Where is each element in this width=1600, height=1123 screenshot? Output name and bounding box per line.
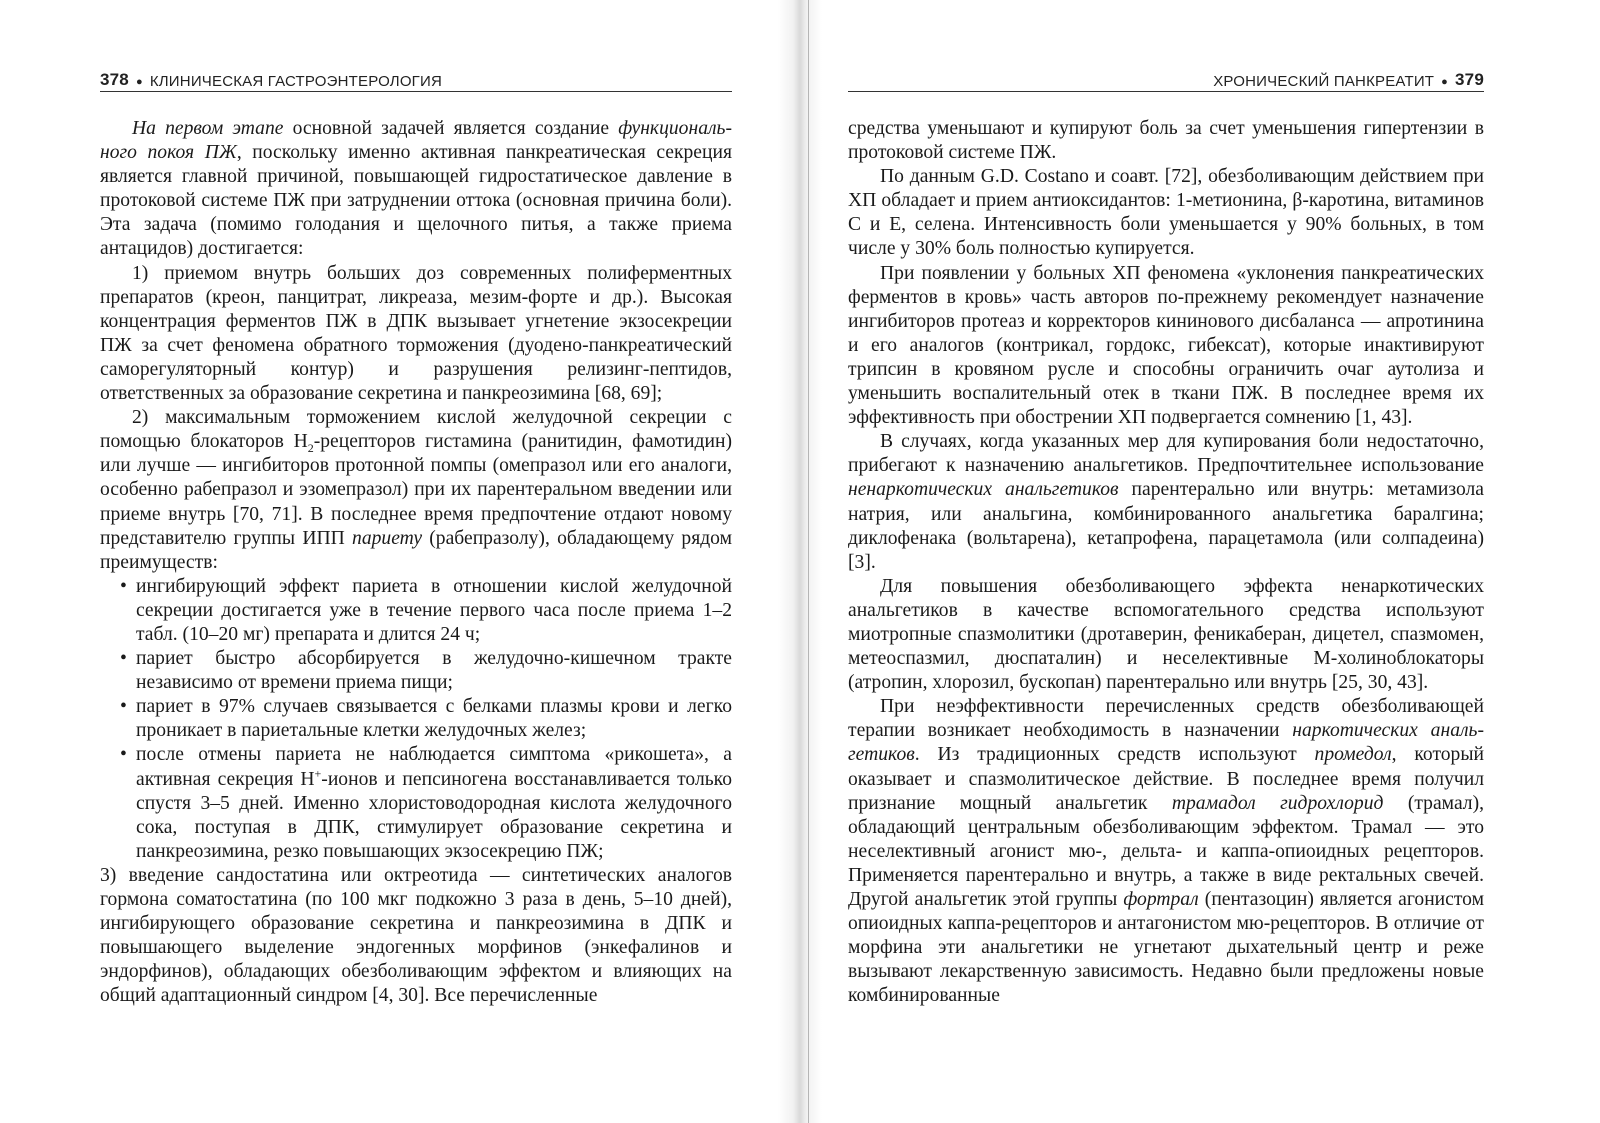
antioxidants-paragraph: По данным G.D. Costano и соавт. [72], обезболивающим действием при ХП обладает и прием антиоксидантов: 1-метионина, β-каротина, витаминов С и Е, селена. Интенсивность боли уменьшается у 90% больных, в том числе у 30% боль полностью купируется. xyxy=(848,166,1484,260)
right-running-header xyxy=(848,62,1484,90)
item2-emphasis: париету xyxy=(352,527,423,549)
right-header-rule xyxy=(848,91,1484,92)
intro-emphasis-1: На первом этапе xyxy=(132,118,284,139)
item2-text-a: 2) максимальным торможением кислой желудочной секреции с помощью блокаторов H xyxy=(100,407,732,453)
intro-emphasis-2: функционального покоя ПЖ xyxy=(100,118,732,164)
advantage-4-text-b: -ионов и пепсиногена восстанавливается только спустя 3–5 дней. Именно хлористоводородная кислота желудочного сока, поступая в ДПК, стимулирует образование секретина и панкреозимина, резко повышающих экзосекрецию ПЖ; xyxy=(136,768,732,862)
advantages-list xyxy=(100,575,732,864)
p5-text-d: (трамал), обладающий центральным обезболивающим эффектом. Трамал — это неселективный агонист мю-, дельта- и каппа-опиоидных рецепторов. Применяется парентерально и внутрь, а также в виде ректальных свечей. Другой анальгетик этой группы xyxy=(848,792,1485,910)
p5-emphasis-2: промедол xyxy=(1314,744,1392,766)
advantage-item-3: • париет в 97% случаев связывается с белками плазмы крови и легко проникает в париетальные клетки желудочных желез; xyxy=(118,695,732,743)
p5-emphasis-3: трамадол гидрохлорид xyxy=(1171,792,1384,814)
spasmolytics-paragraph: Для повышения обезболивающего эффекта ненаркотических анальгетиков в качестве вспомогательного средства используют миотропные спазмолитики (дротаверин, феникаберан, дицетел, спазмомен, метеоспазмил, дюспаталин) и неселективные М-холиноблокаторы (атропин, хлорозил, бускопан) парентерально или внутрь [25, 30, 43]. xyxy=(848,575,1484,694)
p5-text-b: . Из традиционных средств используют xyxy=(914,744,1315,766)
p3-text-b: парентерально или внутрь: метамизола натрия, или анальгина, комбинированного анальгетика баралгина; диклофенака (вольтарена), кетапрофена, парацетамола (или солпадеина) [3]. xyxy=(848,479,1484,573)
protease-inhibitors-paragraph: При появлении у больных ХП феномена «уклонения панкреатических ферментов в кровь» часть авторов по-прежнему рекомендует назначение ингибиторов протеаз и корректоров кининового дисбаланса — апротинина и его аналогов (контрикал, гордокс, гибексат), которые инактивируют трипсин в кровяном русле и способны ограничить очаг аутолиза и уменьшить воспалительный отек в ткани ПЖ. В последнее время их эффективность при обострении ХП подвергается сомнению [1, 43]. xyxy=(848,262,1484,429)
p3-text-a: В случаях, когда указанных мер для купирования боли недостаточно, прибегают к назначению анальгетиков. Предпочтительнее использование xyxy=(848,431,1484,477)
advantage-item-2: • париет быстро абсорбируется в желудочно-кишечном тракте независимо от времени приема пищи; xyxy=(118,647,732,695)
p5-text-e: (пентазоцин) является агонистом опиоидных каппа-рецепторов и антагонистом мю-рецепторов. В отличие от морфина эти анальгетики не угнетают дыхательный центр и реже вызывают лекарственную зависимость. Недавно были предложены новые комбинированные xyxy=(848,889,1484,1007)
left-header-rule xyxy=(100,91,732,92)
narcotic-analgesics-paragraph xyxy=(848,695,1484,1008)
list-item-3: 3) введение сандостатина или октреотида — синтетических аналогов гормона соматостатина (по 100 мкг подкожно 3 раза в день, 5–10 дней), ингибирующего образование секретина и панкреозимина в ДПК и повышающего выделение эндогенных морфинов (энкефалинов и эндорфинов), обладающих обезболивающим эффектом и влияющих на общий адаптационный синдром [4, 30]. Все перечисленные xyxy=(100,864,732,1007)
analgesics-paragraph xyxy=(848,430,1484,575)
right-body-text xyxy=(848,117,1484,1008)
list-item-2 xyxy=(100,406,732,575)
list-item-1: 1) приемом внутрь больших доз современных полиферментных препаратов (креон, панцитрат, ликреаза, мезим-форте и др.). Высокая концентрация ферментов ПЖ в ДПК вызывает угнетение экзосекреции ПЖ за счет феномена обратного торможения (дуодено-панкреатический саморегуляторный контур) и разрушения релизинг-пептидов, ответственных за образование секретина и панкреозимина [68, 69]; xyxy=(100,262,732,405)
p5-text-c: , который оказывает и спазмолитическое действие. В последнее время получил признание мощный анальгетик xyxy=(848,744,1484,814)
p5-emphasis-4: фортрал xyxy=(1123,889,1199,910)
advantage-item-4 xyxy=(118,743,732,863)
header-bullet: ● xyxy=(1441,76,1449,88)
right-page xyxy=(800,0,1600,1123)
intro-paragraph xyxy=(100,117,732,262)
right-page-number: 379 xyxy=(1455,70,1484,89)
left-header-title: КЛИНИЧЕСКАЯ ГАСТРОЭНТЕРОЛОГИЯ xyxy=(149,73,443,90)
p5-emphasis-1: наркотических анальгетиков xyxy=(848,720,1484,766)
item2-text-b: -рецепторов гистамина (ранитидин, фамотидин) или лучше — ингибиторов протонной помпы (омепразол или его аналоги, особенно рабепразол и эзомепразол) при их парентеральном введении или приеме внутрь [70, 71]. В последнее время предпочтение отдают новому представителю группы ИПП xyxy=(100,431,732,549)
right-header-title: ХРОНИЧЕСКИЙ ПАНКРЕАТИТ xyxy=(1213,73,1435,90)
advantage-4-superscript: + xyxy=(314,766,322,780)
item2-subscript: 2 xyxy=(307,441,314,456)
left-page-number: 378 xyxy=(100,70,129,89)
intro-text-2: , поскольку именно активная панкреатическая секреция является главной причиной, повышающей гидростатическое давление в протоковой системе ПЖ при затруднении оттока (основная причина боли). Эта задача (помимо голодания и щелочного питья, а также приема антацидов) достигается: xyxy=(100,142,732,260)
p3-emphasis: ненаркотических анальгетиков xyxy=(848,479,1119,501)
intro-text-1: основной задачей является создание xyxy=(283,118,619,139)
advantage-item-1: • ингибирующий эффект париета в отношении кислой желудочной секреции достигается уже в течение первого часа после приема 1–2 табл. (10–20 мг) препарата и длится 24 ч; xyxy=(118,575,732,647)
header-bullet: ● xyxy=(135,76,143,88)
continuation-paragraph: средства уменьшают и купируют боль за счет уменьшения гипертензии в протоковой системе ПЖ. xyxy=(848,118,1484,164)
p5-text-a: При неэффективности перечисленных средств обезболивающей терапии возникает необходимость в назначении xyxy=(848,696,1484,742)
left-running-header xyxy=(100,62,732,90)
advantage-4-text-a: после отмены париета не наблюдается симптома «рикошета», а активная секреция H xyxy=(136,744,732,790)
left-body-text xyxy=(100,117,732,1008)
item2-text-c: (рабепразолу), обладающему рядом преимуществ: xyxy=(100,527,732,573)
